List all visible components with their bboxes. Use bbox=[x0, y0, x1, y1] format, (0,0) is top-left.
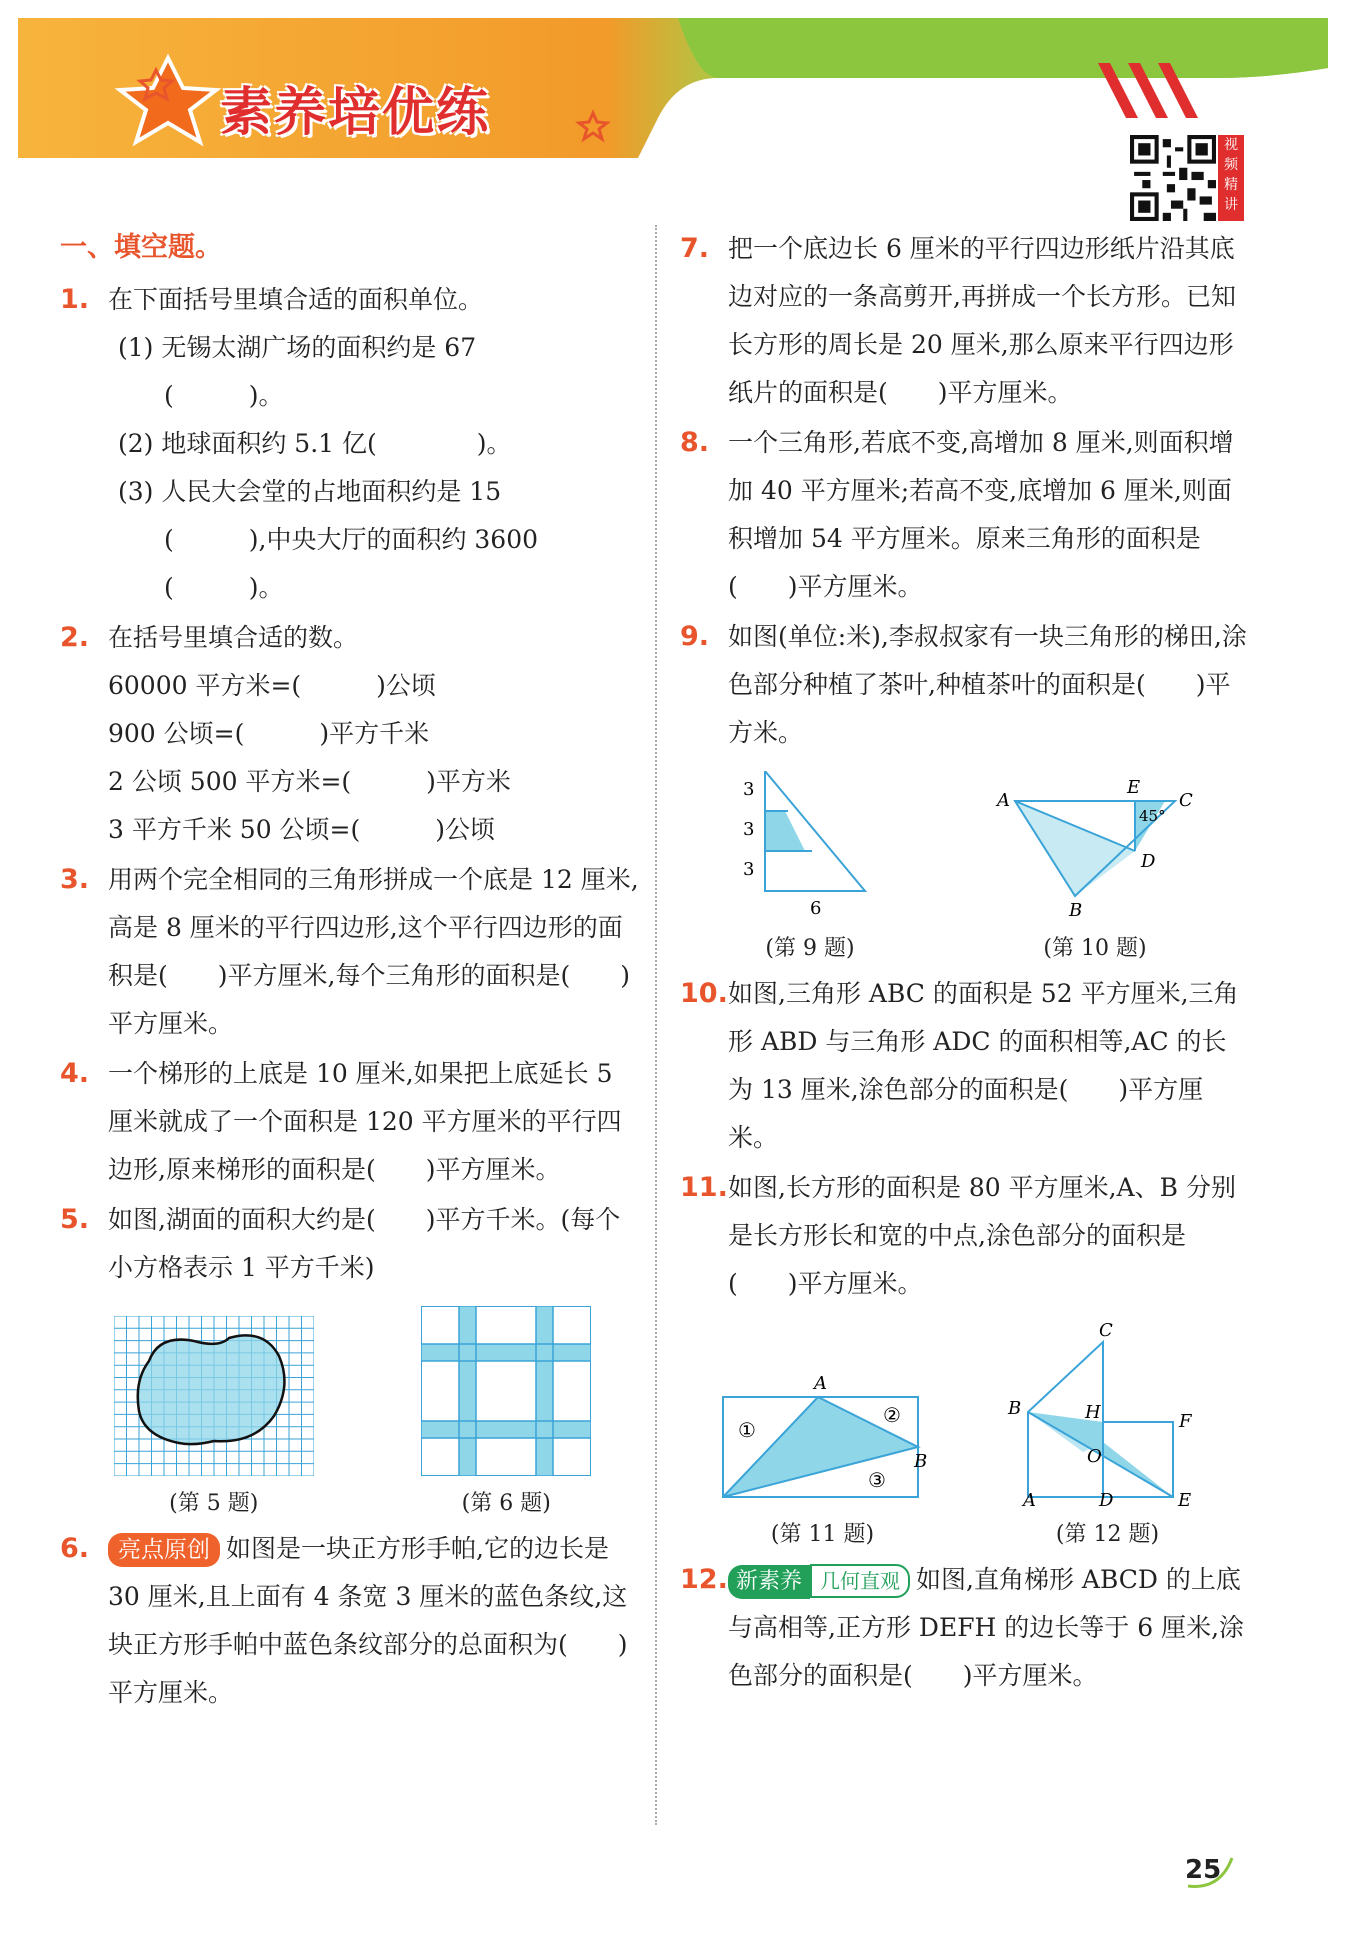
region-label: ② bbox=[882, 1403, 901, 1427]
section-title: 一、填空题。 bbox=[60, 232, 222, 263]
figure-12 bbox=[1003, 1322, 1213, 1548]
question-number: 2. bbox=[60, 622, 90, 653]
figure-caption: (第 5 题) bbox=[169, 1491, 259, 1516]
question-2 bbox=[60, 614, 645, 854]
question-1 bbox=[60, 276, 645, 612]
figures-5-6 bbox=[60, 1306, 645, 1517]
figure-caption: (第 11 题) bbox=[770, 1522, 875, 1547]
page-number-swoosh-icon bbox=[1180, 1850, 1240, 1890]
trapezoid-figure bbox=[1003, 1322, 1213, 1507]
question-7 bbox=[680, 225, 1250, 417]
question-number: 6. bbox=[60, 1533, 90, 1564]
point-label: A bbox=[997, 790, 1010, 811]
point-label: O bbox=[1086, 1446, 1102, 1467]
point-label: A bbox=[1022, 1490, 1036, 1507]
figures-11-12 bbox=[680, 1322, 1250, 1548]
point-label: A bbox=[813, 1373, 827, 1394]
question-4 bbox=[60, 1050, 645, 1194]
side-label: 3 bbox=[743, 819, 755, 840]
region-label: ① bbox=[737, 1418, 756, 1442]
question-5 bbox=[60, 1196, 645, 1292]
question-text: 如图,湖面的面积大约是( )平方千米。(每个小方格表示 1 平方千米) bbox=[108, 1205, 621, 1282]
question-text: 一个三角形,若底不变,高增加 8 厘米,则面积增加 40 平方厘米;若高不变,底增加 6 厘米,则面积增加 54 平方厘米。原来三角形的面积是( )平方厘米。 bbox=[728, 428, 1234, 601]
handkerchief-figure bbox=[421, 1306, 591, 1476]
question-11 bbox=[680, 1164, 1250, 1308]
page-title: 素养培优练 bbox=[220, 83, 491, 143]
sub-question: (2) 地球面积约 5.1 亿( )。 bbox=[118, 429, 512, 458]
question-9 bbox=[680, 613, 1250, 757]
page-number: 25 bbox=[1185, 1855, 1222, 1885]
question-12 bbox=[680, 1556, 1250, 1700]
figures-9-10 bbox=[680, 771, 1250, 962]
question-text: 如图(单位:米),李叔叔家有一块三角形的梯田,涂色部分种植了茶叶,种植茶叶的面积是( )平方米。 bbox=[728, 622, 1247, 747]
point-label: D bbox=[1141, 851, 1156, 872]
point-label: C bbox=[1179, 790, 1193, 811]
literacy-badge-sub: 几何直观 bbox=[810, 1564, 910, 1598]
figure-10 bbox=[995, 771, 1195, 962]
question-number: 10. bbox=[680, 978, 728, 1009]
question-text: 如图,三角形 ABC 的面积是 52 平方厘米,三角形 ABD 与三角形 ADC 的面积相等,AC 的长为 13 厘米,涂色部分的面积是( )平方厘米。 bbox=[728, 979, 1239, 1152]
literacy-badge: 新素养 bbox=[728, 1565, 810, 1599]
question-text: 如图,长方形的面积是 80 平方厘米,A、B 分别是长方形长和宽的中点,涂色部分的面积是( )平方厘米。 bbox=[728, 1173, 1236, 1298]
question-number: 3. bbox=[60, 864, 90, 895]
side-label: 3 bbox=[743, 779, 755, 800]
figure-5 bbox=[114, 1316, 314, 1517]
conversion-line: 60000 平方米=( )公顷 bbox=[108, 671, 436, 700]
question-text: 如图是一块正方形手帕,它的边长是 30 厘米,且上面有 4 条宽 3 厘米的蓝色条纹,这块正方形手帕中蓝色条纹部分的总面积为( )平方厘米。 bbox=[108, 1534, 628, 1707]
highlight-badge: 亮点原创 bbox=[108, 1533, 220, 1567]
qr-tag: 视频精讲 bbox=[1218, 135, 1244, 221]
question-number: 11. bbox=[680, 1172, 728, 1203]
question-text: 一个梯形的上底是 10 厘米,如果把上底延长 5 厘米就成了一个面积是 120 平方厘米的平行四边形,原来梯形的面积是( )平方厘米。 bbox=[108, 1059, 622, 1184]
figure-caption: (第 6 题) bbox=[461, 1491, 551, 1516]
column-divider bbox=[655, 225, 657, 1825]
question-text: 把一个底边长 6 厘米的平行四边形纸片沿其底边对应的一条高剪开,再拼成一个长方形。已知长方形的周长是 20 厘米,那么原来平行四边形纸片的面积是( )平方厘米。 bbox=[728, 234, 1236, 407]
point-label: E bbox=[1127, 777, 1141, 798]
question-number: 1. bbox=[60, 284, 90, 315]
question-number: 4. bbox=[60, 1058, 90, 1089]
point-label: H bbox=[1084, 1402, 1101, 1423]
question-stem: 在下面括号里填合适的面积单位。 bbox=[108, 285, 484, 314]
question-text: 用两个完全相同的三角形拼成一个底是 12 厘米,高是 8 厘米的平行四边形,这个平行四边形的面积是( )平方厘米,每个三角形的面积是( )平方厘米。 bbox=[108, 865, 639, 1038]
side-label: 3 bbox=[743, 859, 755, 880]
question-6 bbox=[60, 1525, 645, 1717]
point-label: F bbox=[1178, 1411, 1191, 1432]
qr-code-icon[interactable] bbox=[1130, 135, 1216, 221]
angle-label: 45° bbox=[1139, 807, 1166, 825]
sub-question: (1) 无锡太湖广场的面积约是 67 bbox=[118, 333, 477, 362]
figure-caption: (第 9 题) bbox=[765, 936, 855, 961]
conversion-line: 3 平方千米 50 公顷=( )公顷 bbox=[108, 815, 496, 844]
question-8 bbox=[680, 419, 1250, 611]
rectangle-figure bbox=[718, 1367, 928, 1507]
question-number: 5. bbox=[60, 1204, 90, 1235]
point-label: D bbox=[1098, 1490, 1113, 1507]
figure-caption: (第 10 题) bbox=[1043, 936, 1147, 961]
question-stem: 在括号里填合适的数。 bbox=[108, 623, 359, 652]
grid-lake-figure bbox=[114, 1316, 314, 1476]
sub-question: (3) 人民大会堂的占地面积约是 15 bbox=[118, 477, 502, 506]
point-label: C bbox=[1098, 1322, 1113, 1341]
base-label: 6 bbox=[810, 898, 822, 919]
question-text: 如图,直角梯形 ABCD 的上底与高相等,正方形 DEFH 的边长等于 6 厘米,涂色部分的面积是( )平方厘米。 bbox=[728, 1565, 1245, 1690]
figure-9 bbox=[735, 771, 885, 962]
question-number: 12. bbox=[680, 1564, 728, 1595]
right-column bbox=[680, 225, 1250, 1702]
figure-caption: (第 12 题) bbox=[1055, 1522, 1160, 1547]
point-label: E bbox=[1177, 1490, 1191, 1507]
point-label: B bbox=[1069, 900, 1083, 921]
sub-question-cont: ( )。 bbox=[164, 381, 284, 410]
terrace-triangle-figure bbox=[735, 771, 885, 921]
sub-question-cont: ( ),中央大厅的面积约 3600 bbox=[164, 525, 539, 554]
conversion-line: 900 公顷=( )平方千米 bbox=[108, 719, 430, 748]
left-column bbox=[60, 225, 645, 1719]
point-label: B bbox=[913, 1451, 927, 1472]
sub-question-cont: ( )。 bbox=[164, 573, 284, 602]
region-label: ③ bbox=[867, 1468, 886, 1492]
conversion-line: 2 公顷 500 平方米=( )平方米 bbox=[108, 767, 511, 796]
question-number: 8. bbox=[680, 427, 710, 458]
figure-11 bbox=[718, 1367, 928, 1548]
question-10 bbox=[680, 970, 1250, 1162]
figure-6 bbox=[421, 1306, 591, 1517]
question-3 bbox=[60, 856, 645, 1048]
question-number: 9. bbox=[680, 621, 710, 652]
question-number: 7. bbox=[680, 233, 710, 264]
point-label: B bbox=[1007, 1398, 1021, 1419]
triangle-abc-figure bbox=[995, 771, 1195, 921]
